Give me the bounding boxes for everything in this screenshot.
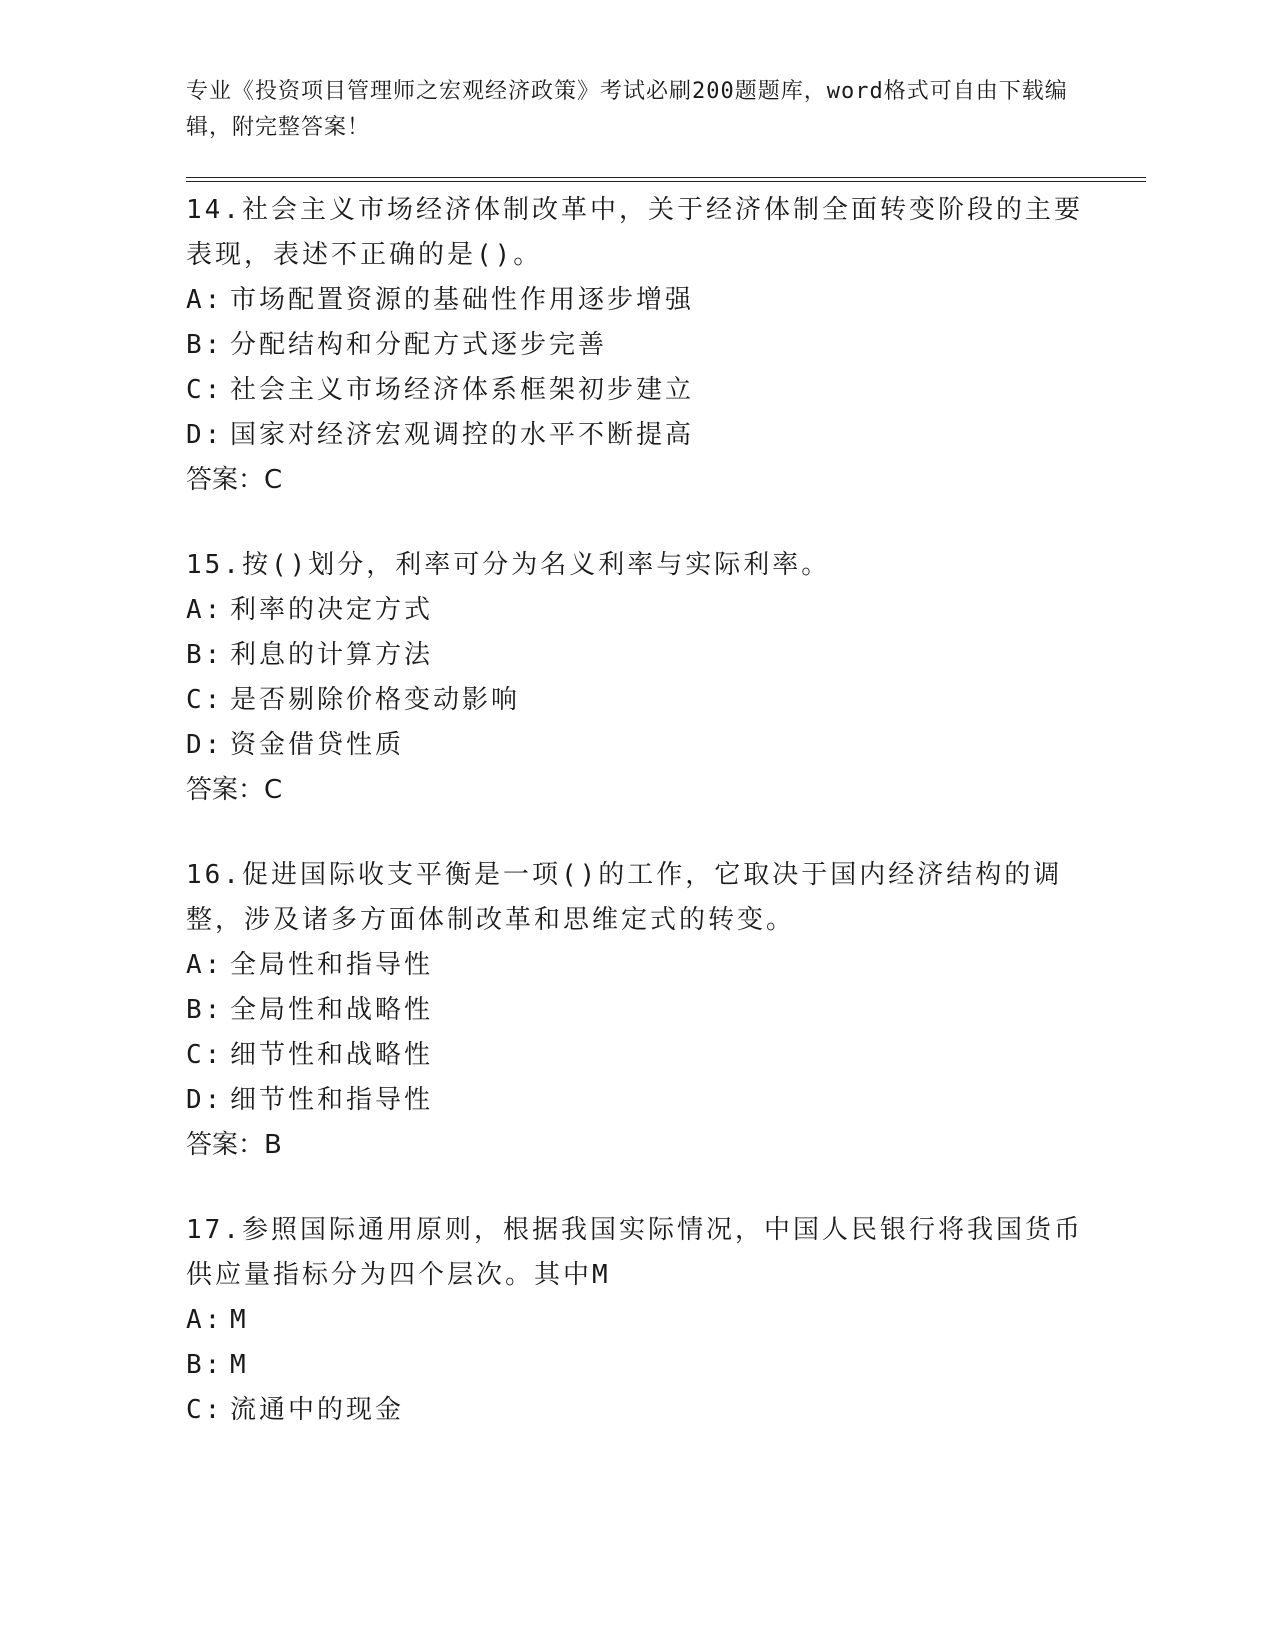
option-letter: A:	[186, 950, 224, 980]
answer: 答案：C	[186, 465, 283, 495]
option-text: 社会主义市场经济体系框架初步建立	[230, 375, 695, 405]
option-letter: C:	[186, 1395, 224, 1425]
document-header: 专业《投资项目管理师之宏观经济政策》考试必刷200题题库，word格式可自由下载编辑，附完整答案！	[186, 79, 1068, 140]
option-letter: D:	[186, 420, 224, 450]
option-letter: C:	[186, 1040, 224, 1070]
header-divider-bottom	[186, 181, 1146, 182]
option-d	[186, 1078, 1086, 1123]
question-14	[186, 188, 1086, 503]
option-letter: C:	[186, 685, 224, 715]
question-16	[186, 853, 1086, 1168]
option-b	[186, 323, 1086, 368]
option-c	[186, 678, 1086, 723]
option-letter: A:	[186, 595, 224, 625]
option-letter: B:	[186, 330, 224, 360]
option-text: 细节性和指导性	[230, 1085, 434, 1115]
option-letter: B:	[186, 640, 224, 670]
option-letter: B:	[186, 995, 224, 1025]
header-divider-top	[186, 177, 1146, 178]
option-b	[186, 988, 1086, 1033]
option-text: 流通中的现金	[230, 1395, 405, 1425]
option-c	[186, 1388, 1086, 1433]
option-text: 全局性和战略性	[230, 995, 434, 1025]
option-text: M	[230, 1350, 249, 1380]
option-a	[186, 588, 1086, 633]
option-letter: D:	[186, 1085, 224, 1115]
answer: 答案：C	[186, 775, 283, 805]
option-letter: C:	[186, 375, 224, 405]
option-letter: D:	[186, 730, 224, 760]
answer: 答案：B	[186, 1130, 282, 1160]
question-17	[186, 1208, 1086, 1433]
option-c	[186, 368, 1086, 413]
option-text: 全局性和指导性	[230, 950, 434, 980]
option-text: 利息的计算方法	[230, 640, 434, 670]
option-letter: A:	[186, 1305, 224, 1335]
option-letter: A:	[186, 285, 224, 315]
option-a	[186, 943, 1086, 988]
question-stem: 14.社会主义市场经济体制改革中，关于经济体制全面转变阶段的主要表现，表述不正确的是()。	[186, 195, 1083, 270]
option-text: M	[230, 1305, 249, 1335]
question-stem: 16.促进国际收支平衡是一项()的工作，它取决于国内经济结构的调整，涉及诸多方面体制改革和思维定式的转变。	[186, 860, 1063, 935]
option-text: 利率的决定方式	[230, 595, 434, 625]
option-d	[186, 723, 1086, 768]
option-text: 国家对经济宏观调控的水平不断提高	[230, 420, 695, 450]
option-b	[186, 1343, 1086, 1388]
option-letter: B:	[186, 1350, 224, 1380]
option-text: 是否剔除价格变动影响	[230, 685, 521, 715]
option-text: 细节性和战略性	[230, 1040, 434, 1070]
option-d	[186, 413, 1086, 458]
option-text: 资金借贷性质	[230, 730, 405, 760]
option-a	[186, 278, 1086, 323]
question-15	[186, 543, 1086, 813]
option-text: 市场配置资源的基础性作用逐步增强	[230, 285, 695, 315]
question-stem: 17.参照国际通用原则，根据我国实际情况，中国人民银行将我国货币供应量指标分为四个层次。其中M	[186, 1215, 1083, 1290]
option-b	[186, 633, 1086, 678]
option-text: 分配结构和分配方式逐步完善	[230, 330, 608, 360]
question-stem: 15.按()划分，利率可分为名义利率与实际利率。	[186, 550, 831, 580]
option-c	[186, 1033, 1086, 1078]
option-a	[186, 1298, 1086, 1343]
question-list	[186, 188, 1086, 1473]
